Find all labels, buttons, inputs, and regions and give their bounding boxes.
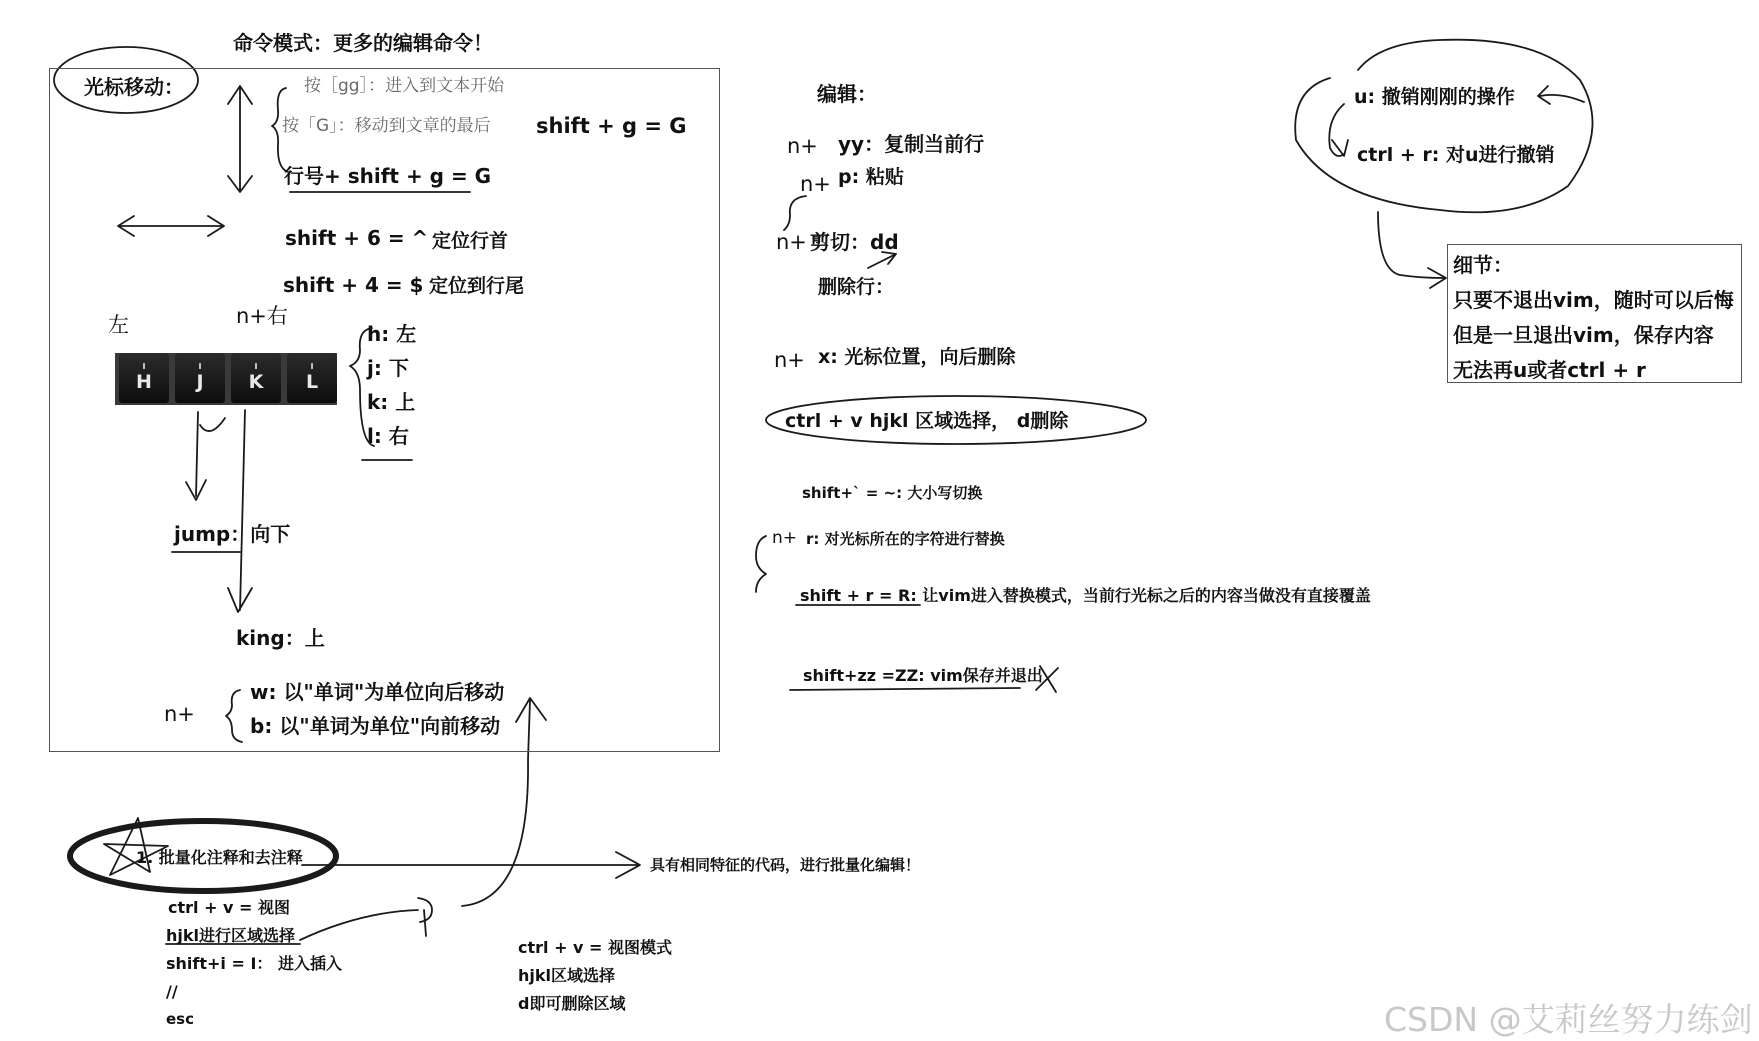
watermark: CSDN @艾莉丝努力练剑: [1384, 1000, 1753, 1039]
batch-side-3: d即可删除区域: [518, 994, 626, 1013]
edit-brace: [784, 196, 806, 230]
batch-arrow-desc: 具有相同特征的代码，进行批量化编辑！: [650, 856, 921, 874]
caret-combo: shift + 6 = ^: [285, 226, 429, 250]
batch-step-5: esc: [166, 1010, 194, 1028]
detail-line-3: 无法再u或者ctrl + r: [1453, 358, 1646, 382]
detail-title: 细节：: [1453, 253, 1513, 277]
yy-desc: yy：复制当前行: [838, 132, 985, 156]
undo-arrow: [1538, 86, 1584, 104]
dd-arrow: [868, 252, 896, 268]
p-desc: p: 粘贴: [838, 166, 904, 188]
hw-n-x: n+: [774, 348, 805, 372]
hw-left: 左: [108, 313, 129, 337]
hw-n-p: n+: [800, 172, 831, 196]
hw-n-plus-wb: n+: [164, 702, 195, 726]
hw-n-yy: n+: [787, 134, 818, 158]
batch-side-2: hjkl区域选择: [518, 966, 616, 985]
gg-text: 按［gg］：进入到文本开始: [304, 76, 505, 96]
batch-side-1: ctrl + v = 视图模式: [518, 938, 673, 957]
edit-title: 编辑：: [817, 82, 877, 106]
dd-desc: 剪切：dd: [810, 230, 899, 254]
batch-side-arrow: [300, 910, 418, 940]
hw-n-dd: n+: [776, 230, 807, 254]
ctrlr-arrow: [1329, 104, 1348, 156]
cursor-label: 光标移动：: [84, 75, 184, 99]
detail-box: [1447, 244, 1742, 383]
b-desc: b: 以"单词为单位"向前移动: [250, 714, 501, 738]
ZZ-desc: shift+zz =ZZ: vim保存并退出: [803, 666, 1043, 685]
caret-desc: 定位行首: [432, 230, 509, 252]
G-text: 按「G」：移动到文章的最后: [282, 116, 491, 136]
key-k: K: [231, 353, 281, 403]
del-line: 删除行：: [818, 276, 895, 298]
h-desc: h: 左: [367, 322, 417, 346]
w-desc: w: 以"单词"为单位向后移动: [250, 680, 505, 704]
undo-u: u: 撤销刚刚的操作: [1354, 86, 1515, 108]
key-j: J: [175, 353, 225, 403]
hjkl-keyboard-image: [115, 353, 337, 405]
undo-circle: [1295, 40, 1592, 213]
hw-n-r: n+: [772, 528, 798, 548]
ZZ-underline: [790, 688, 1020, 690]
batch-step-1: ctrl + v = 视图: [168, 898, 291, 917]
jump-desc: jump：向下: [174, 522, 291, 546]
key-h: H: [119, 353, 169, 403]
k-desc: k: 上: [367, 390, 416, 414]
j-desc: j: 下: [367, 356, 409, 380]
shift-tilde-desc: shift+` = ~: 大小写切换: [802, 484, 983, 502]
batch-right-arrow: [302, 852, 640, 878]
ctrlv-desc: ctrl + v hjkl 区域选择， d删除: [785, 410, 1069, 432]
line-number-combo: 行号+ shift + g = G: [284, 164, 492, 188]
batch-hand-p: [418, 898, 432, 936]
batch-step-4: //: [166, 982, 178, 1001]
batch-step-3: shift+i = I： 进入插入: [166, 954, 342, 973]
G-combo: shift + g = G: [536, 114, 687, 138]
batch-title: 1. 批量化注释和去注释: [136, 848, 303, 867]
detail-line-1: 只要不退出vim，随时可以后悔: [1453, 288, 1734, 312]
king-desc: king：上: [236, 626, 325, 650]
detail-line-2: 但是一旦退出vim，保存内容: [1453, 323, 1714, 347]
undo-ctrl-r: ctrl + r: 对u进行撤销: [1357, 144, 1555, 166]
batch-step-2: hjkl进行区域选择: [166, 926, 296, 945]
cmd-mode-title: 命令模式：更多的编辑命令！: [233, 31, 493, 55]
dollar-desc: 定位到行尾: [429, 275, 525, 297]
dollar-combo: shift + 4 = $: [283, 273, 424, 297]
r-desc: r: 对光标所在的字符进行替换: [806, 530, 1005, 548]
R-desc: shift + r = R: 让vim进入替换模式，当前行光标之后的内容当做没有直接覆盖: [800, 586, 1371, 605]
l-desc: l: 右: [367, 424, 409, 448]
x-desc: x: 光标位置，向后删除: [818, 346, 1016, 368]
hw-n-right: n+右: [236, 304, 288, 328]
key-l: L: [287, 353, 337, 403]
r-brace: [756, 536, 766, 592]
detail-arrow: [1378, 212, 1446, 288]
